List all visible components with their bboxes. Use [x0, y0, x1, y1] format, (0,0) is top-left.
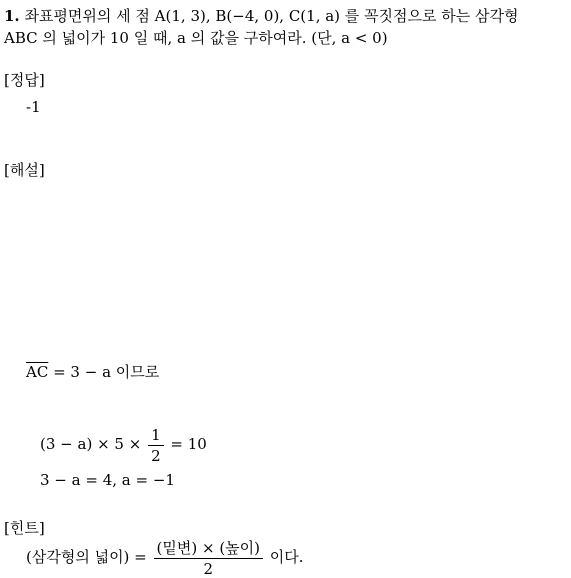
hint-fraction-numerator: (밑변) × (높이) [154, 539, 263, 559]
problem-text-line-2: ABC 의 넓이가 10 일 때, a 의 값을 구하여라. (단, a < 0) [4, 29, 388, 47]
explanation-equation-2: 3 − a = 4, a = −1 [40, 471, 175, 489]
equation-1-fraction [148, 426, 164, 465]
answer-heading: [정답] [4, 71, 45, 89]
explanation-segment-line [26, 362, 159, 382]
hint-formula-left: (삼각형의 넓이) = [26, 548, 147, 566]
segment-ac-expression: = 3 − a 이므로 [53, 363, 160, 381]
hint-fraction-denominator: 2 [203, 559, 214, 578]
problem-line-1 [4, 6, 519, 26]
hint-formula-right: 이다. [269, 548, 304, 566]
equation-1-fraction-numerator: 1 [148, 426, 164, 446]
problem-number: 1. [4, 7, 20, 25]
segment-ac-label: $\overline{AC}$ [26, 363, 49, 381]
answer-value: -1 [26, 98, 41, 116]
hint-heading: [힌트] [4, 519, 45, 537]
equation-1-left: (3 − a) × 5 × [40, 435, 142, 453]
equation-1-right: = 10 [170, 435, 207, 453]
hint-formula [26, 537, 304, 578]
hint-formula-fraction [154, 539, 263, 578]
explanation-heading: [해설] [4, 161, 45, 179]
problem-line-2 [4, 28, 388, 48]
problem-text-line-1: 좌표평면위의 세 점 A(1, 3), B(−4, 0), C(1, a) 를 꼭짓점으로 하는 삼각형 [24, 7, 519, 25]
explanation-equation-1 [40, 424, 207, 465]
equation-1-fraction-denominator: 2 [151, 446, 161, 465]
